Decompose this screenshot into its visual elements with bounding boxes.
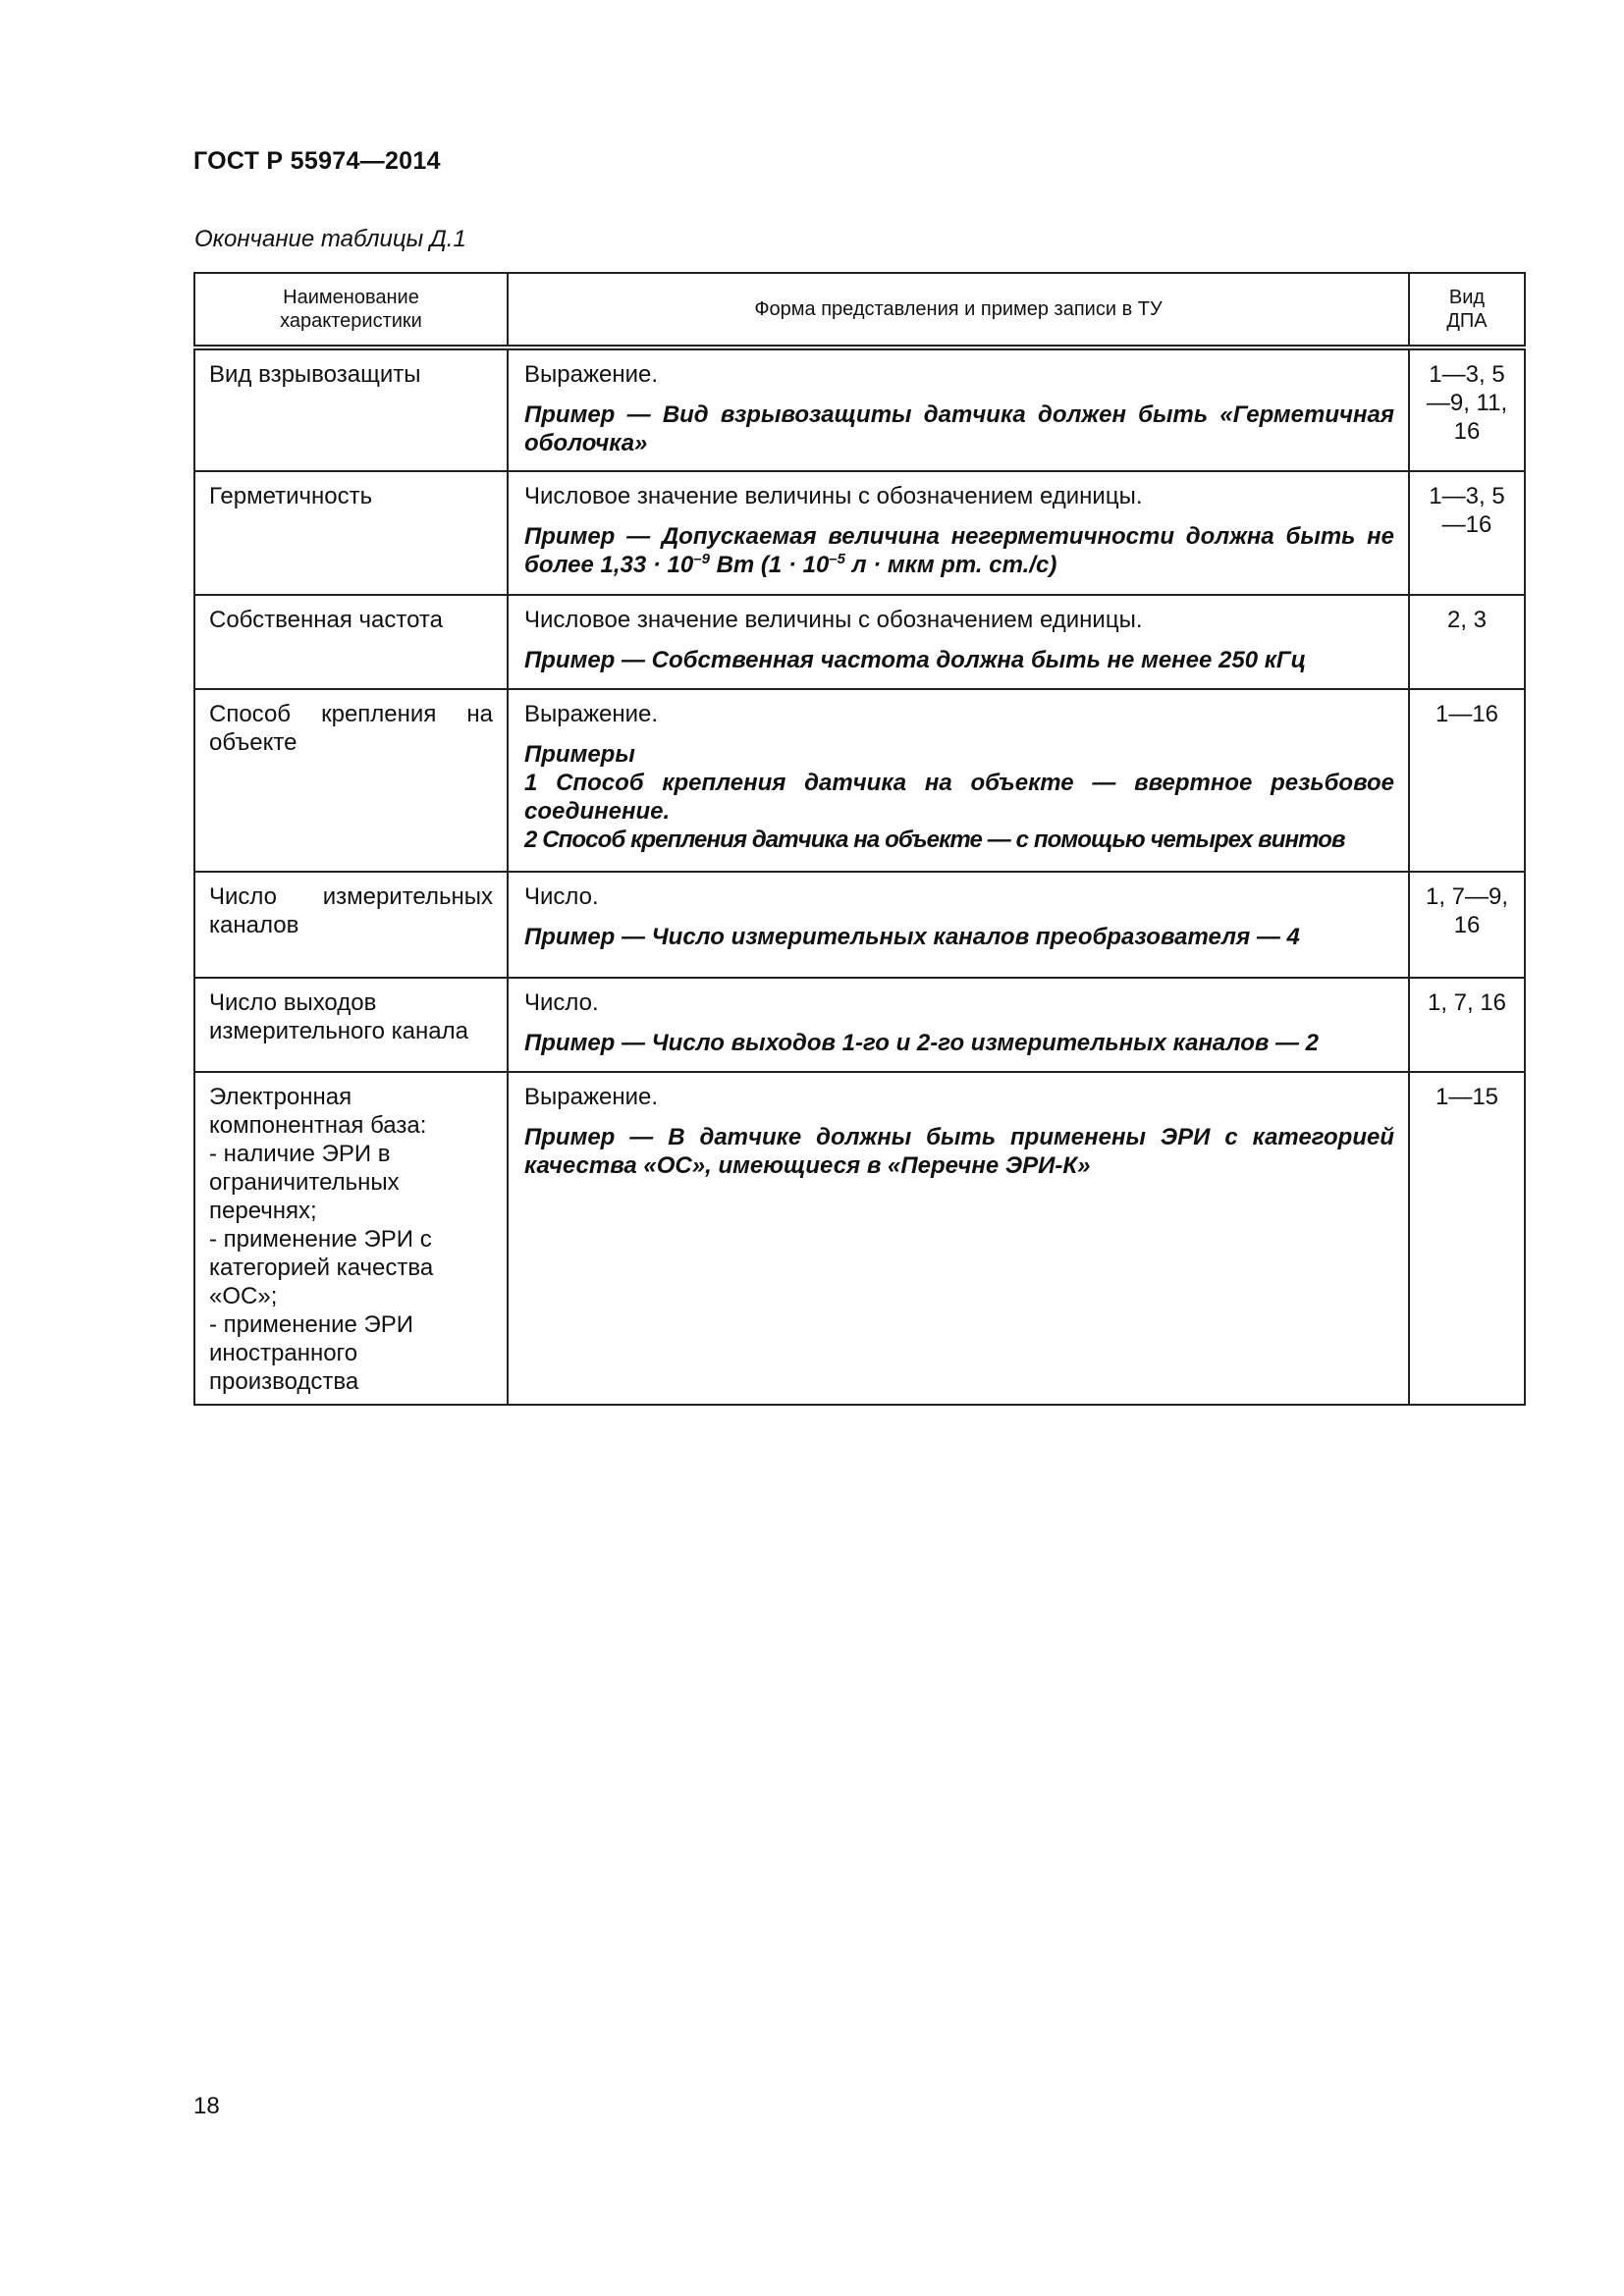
page-number: 18 — [193, 2093, 220, 2119]
example-text: Пример — Вид взрывозащиты датчика должен быть «Герметичная оболочка» — [524, 401, 1394, 456]
row-dpa: 2, 3 — [1409, 595, 1525, 689]
example-text: Пример — Число выходов 1-го и 2-го измерительных каналов — 2 — [524, 1030, 1320, 1056]
row-dpa: 1, 7—9, 16 — [1409, 872, 1525, 978]
example-text — [524, 740, 1394, 854]
example-text: Пример — Собственная частота должна быть не менее 250 кГц — [524, 647, 1307, 673]
example-text: Пример — В датчике должны быть применены ЭРИ с категорией качества «ОС», имеющиеся в «Перечне ЭРИ-К» — [524, 1124, 1394, 1179]
form-description: Число. — [524, 883, 599, 910]
form-description: Выражение. — [524, 361, 659, 388]
table-row — [194, 872, 1525, 978]
name-line: - применение ЭРИ иностранного производства — [209, 1311, 414, 1395]
example-part: Пример — Допускаемая величина негерметичности должна быть не более 1,33 · 10 — [524, 523, 1394, 578]
row-name: Число измерительных каналов — [194, 872, 508, 978]
row-form — [508, 689, 1409, 872]
table-caption: Окончание таблицы Д.1 — [194, 226, 466, 252]
table-row — [194, 1072, 1525, 1405]
document-code: ГОСТ Р 55974—2014 — [193, 147, 441, 175]
header-name: Наименование характеристики — [194, 273, 508, 347]
row-dpa: 1, 7, 16 — [1409, 978, 1525, 1072]
example-part: л · мкм рт. ст./с) — [844, 552, 1057, 578]
row-dpa: 1—15 — [1409, 1072, 1525, 1405]
exponent: –5 — [829, 551, 845, 567]
name-line: - наличие ЭРИ в ограничительных перечнях; — [209, 1141, 400, 1224]
row-dpa: 1—3, 5—9, 11, 16 — [1409, 347, 1525, 471]
row-name — [194, 1072, 508, 1405]
table-row — [194, 978, 1525, 1072]
row-form — [508, 595, 1409, 689]
form-description: Выражение. — [524, 701, 659, 727]
name-line: - применение ЭРИ с категорией качества «ОС»; — [209, 1226, 434, 1309]
example-text — [524, 522, 1394, 579]
row-dpa: 1—3, 5—16 — [1409, 471, 1525, 595]
row-name: Вид взрывозащиты — [194, 347, 508, 471]
row-name: Число выходов измерительного канала — [194, 978, 508, 1072]
example-heading: Примеры — [524, 741, 635, 768]
row-form — [508, 1072, 1409, 1405]
table-row — [194, 689, 1525, 872]
row-form — [508, 978, 1409, 1072]
row-name: Герметичность — [194, 471, 508, 595]
form-description: Выражение. — [524, 1084, 659, 1110]
row-form — [508, 471, 1409, 595]
form-description: Число. — [524, 989, 599, 1016]
example-item: 2 Способ крепления датчика на объекте — с помощью четырех винтов — [524, 827, 1345, 853]
header-form: Форма представления и пример записи в ТУ — [508, 273, 1409, 347]
example-part: Вт (1 · 10 — [709, 552, 830, 578]
exponent: –9 — [693, 551, 710, 567]
table-row — [194, 471, 1525, 595]
table-header-row — [194, 273, 1525, 347]
example-text: Пример — Число измерительных каналов преобразователя — 4 — [524, 924, 1300, 950]
table-row — [194, 347, 1525, 471]
form-description: Числовое значение величины с обозначением единицы. — [524, 483, 1143, 509]
name-line: Электронная компонентная база: — [209, 1084, 427, 1139]
row-dpa: 1—16 — [1409, 689, 1525, 872]
row-name: Способ крепления на объекте — [194, 689, 508, 872]
row-form — [508, 872, 1409, 978]
row-form — [508, 347, 1409, 471]
row-name: Собственная частота — [194, 595, 508, 689]
table-row — [194, 595, 1525, 689]
header-dpa: Вид ДПА — [1409, 273, 1525, 347]
characteristics-table — [193, 272, 1526, 1406]
example-item: 1 Способ крепления датчика на объекте — ввертное резьбовое соединение. — [524, 770, 1394, 825]
form-description: Числовое значение величины с обозначением единицы. — [524, 607, 1143, 633]
